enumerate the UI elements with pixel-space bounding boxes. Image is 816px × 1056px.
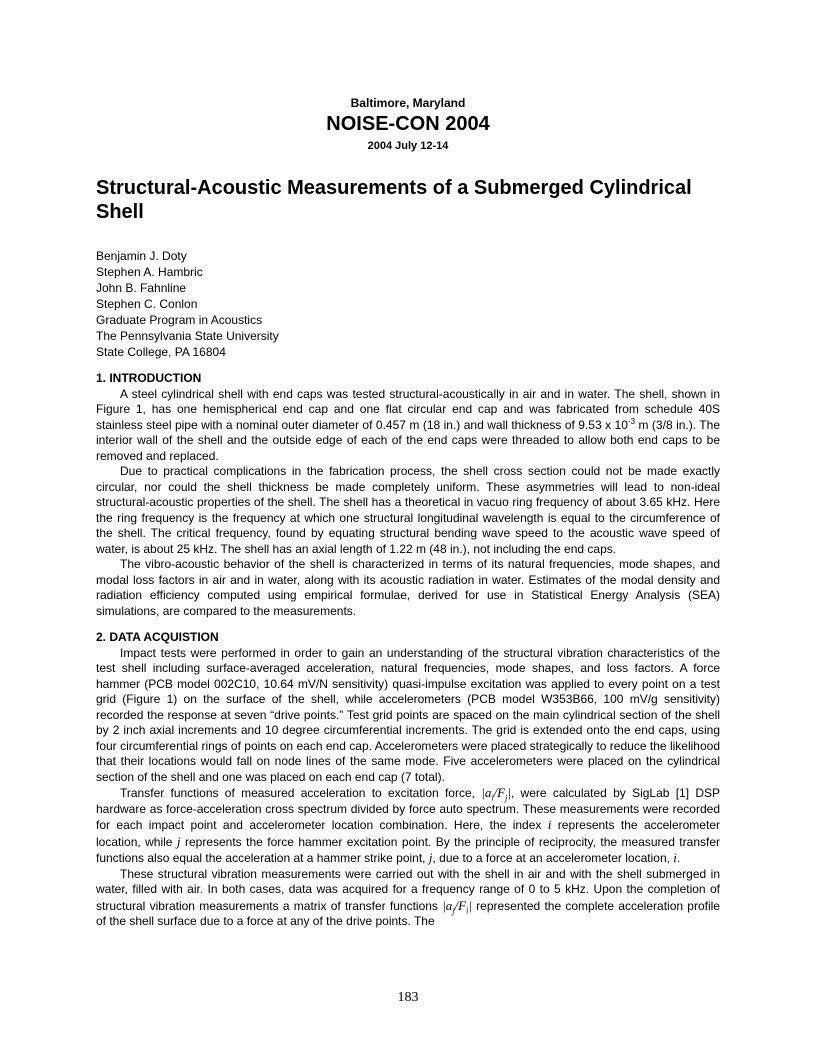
affiliation-line: State College, PA 16804 <box>96 345 226 359</box>
page-number: 183 <box>397 990 419 1005</box>
affiliation-line: The Pennsylvania State University <box>96 329 279 343</box>
index-i: i <box>547 817 552 832</box>
intro-paragraph-2: Due to practical complications in the fabrication process, the shell cross section could not be made exactly circular, nor could the shell thickness be made completely uniform. These asymmetries will lead to non-ideal structural-acoustic properties of the shell. The shell has a theoretical in vacuo ring frequency of about 3.65 kHz. Here the ring frequency is the frequency at which one structural longitudinal wavelength is equal to the circumference of the shell. The critical frequency, found by equating structural bending wave speed to the acoustic wave speed of water, is about 25 kHz. The shell has an axial length of 1.22 m (48 in.), not including the end caps. <box>96 464 720 556</box>
data-paragraph-2: Transfer functions of measured acceleration to excitation force, $|a_i/F_j|$, were calculated by SigLab [1] DSP hardware as force-acceleration cross spectrum divided by force auto spectrum. These measurements were recorded for each impact point and accelerometer location combination. Here, the index i represents the accelerometer location, while j represents the force hammer excitation point. By the principle of reciprocity, the measured transfer functions also equal the acceleration at a hammer strike point, j, due to a force at an accelerometer location, i. <box>96 785 720 865</box>
intro-paragraph-1: A steel cylindrical shell with end caps was tested structural-acoustically in air and in water. The shell, shown in Figure 1, has one hemispherical end cap and one flat circular end cap and was fabricated from schedule 40S stainless steel pipe with a nominal outer diameter of 0.457 m (18 in.) and wall thickness of 9.53 x $10^{-3}$ m (3/8 in.). The interior wall of the shell and the outside edge of each of the end caps were threaded to allow both end caps to be removed and replaced. <box>96 386 720 463</box>
index-j: j <box>176 833 181 849</box>
transfer-function-aj-fi: $|a_j/F_i|$ <box>442 897 472 916</box>
transfer-function-ai-fj: $|a_i/F_j|$ <box>481 785 511 803</box>
conference-name: NOISE-CON 2004 <box>326 113 490 135</box>
conference-dates: 2004 July 12-14 <box>367 140 449 152</box>
index-i: i <box>673 850 677 865</box>
author-line: John B. Fahnline <box>96 281 187 295</box>
exponent: -3 <box>627 416 636 426</box>
affiliation-line: Graduate Program in Acoustics <box>96 313 263 327</box>
data-paragraph-3: These structural vibration measurements were carried out with the shell in air and with the shell submerged in water, filled with air. In both cases, data was acquired for a frequency range of 0 to 5 kHz. Upon the completion of structural vibration measurements a matrix of transfer functions $|a_j/F_i|$ represented the complete acceleration profile of the shell surface due to a force at any of the drive points. The <box>96 866 720 928</box>
section-heading-data-acquisition: 2. DATA ACQUISTION <box>96 630 219 644</box>
data-paragraph-1: Impact tests were performed in order to gain an understanding of the structural vibration characteristics of the test shell including surface-averaged acceleration, natural frequencies, mode shapes, and loss factors. A force hammer (PCB model 002C10, 10.64 mV/N sensitivity) quasi-impulse excitation was applied to every point on a test grid (Figure 1) on the surface of the shell, while accelerometers (PCB model W353B66, 100 mV/g sensitivity) recorded the response at seven “drive points.” Test grid points are spaced on the main cylindrical section of the shell by 2 inch axial increments and 10 degree circumferential increments. The grid is extended onto the end caps, using four circumferential rings of points on each end cap. Accelerometers were placed strategically to reduce the likelihood that their locations would fall on node lines of the same mode. Five accelerometers were placed on the cylindrical section of the shell and one was placed on each end cap (7 total). <box>96 645 720 784</box>
author-line: Benjamin J. Doty <box>96 249 187 263</box>
author-line: Stephen A. Hambric <box>96 265 203 279</box>
author-line: Stephen C. Conlon <box>96 297 198 311</box>
author-block <box>96 248 716 360</box>
index-j: j <box>428 850 433 865</box>
intro-paragraph-3: The vibro-acoustic behavior of the shell is characterized in terms of its natural frequencies, mode shapes, and modal loss factors in air and in water, along with its acoustic radiation in water. Estimates of the modal density and radiation efficiency computed using empirical formulae, derived for use in Statistical Energy Analysis (SEA) simulations, are compared to the measurements. <box>96 557 720 618</box>
paper-body <box>96 371 720 930</box>
paper-title: Structural-Acoustic Measurements of a Submerged Cylindrical Shell <box>96 177 692 223</box>
section-heading-introduction: 1. INTRODUCTION <box>96 371 202 385</box>
conference-location: Baltimore, Maryland <box>350 96 466 110</box>
